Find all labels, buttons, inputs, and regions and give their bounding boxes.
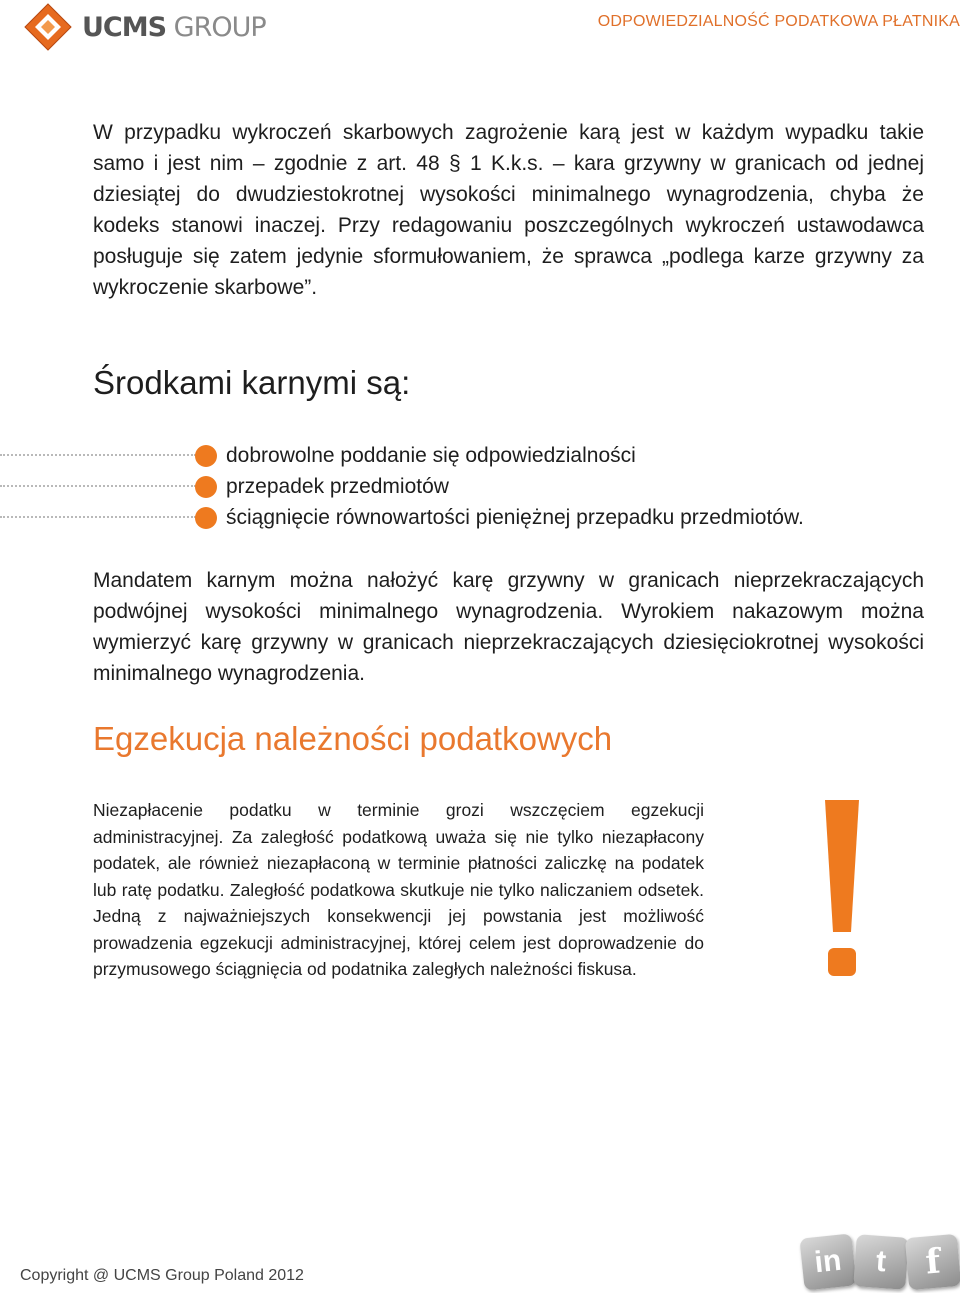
heading-srodki-karne: Środkami karnymi są: (93, 364, 411, 401)
twitter-label: t (874, 1244, 888, 1279)
list-item-text: dobrowolne poddanie się odpowiedzialności (226, 444, 636, 467)
company-logo (24, 3, 266, 51)
paragraph-egzekucja: Niezapłacenie podatku w terminie grozi wszczęciem egzekucji administracyjnej. Za zaległość podatkową uważa się nie tylko niezapłacony podatek, ale również niezapłaconą w terminie płatności zaliczkę na podatek lub ratę podatku. Zaległość podatkowa skutkuje nie tylko naliczaniem odsetek. Jedną z najważniejszych konsekwencji jej powstania jest możliwość prowadzenia egzekucji administracyjnej, której celem jest doprowadzenie do przymusowego ściągnięcia od podatnika zaległych należności fiskusa. (93, 800, 704, 979)
list-item (0, 502, 960, 533)
facebook-icon[interactable] (905, 1234, 960, 1290)
logo-wordmark (82, 12, 266, 43)
paragraph-wykroczenia: W przypadku wykroczeń skarbowych zagrożenie karą jest w każdym wypadku takie samo i jest nim – zgodnie z art. 48 § 1 K.k.s. – kara grzywny w granicach od jednej dziesiątej do dwudziestokrotnej wysokości minimalnego wynagrodzenia, chyba że kodeks stanowi inaczej. Przy redagowaniu poszczególnych wykroczeń ustawodawca posługuje się zatem jedynie sformułowaniem, że sprawca „podlega karze grzywny za wykroczenie skarbowe”. (93, 121, 924, 299)
exclamation-mark-icon (822, 800, 862, 980)
orange-bullet-icon (195, 476, 217, 498)
list-item-text: przepadek przedmiotów (226, 475, 449, 498)
dotted-leader (0, 454, 196, 456)
twitter-icon[interactable] (853, 1234, 909, 1290)
bullet-list-srodki-karne (0, 440, 960, 533)
logo-word-ucms: UCMS (82, 11, 167, 43)
document-section-title: ODPOWIEDZIALNOŚĆ PODATKOWA PŁATNIKA (597, 13, 960, 30)
dotted-leader (0, 516, 196, 518)
linkedin-icon[interactable] (799, 1233, 856, 1290)
logo-word-group: GROUP (173, 11, 266, 43)
list-item-text: ściągnięcie równowartości pieniężnej przepadku przedmiotów. (226, 506, 804, 529)
heading-egzekucja: Egzekucja należności podatkowych (93, 720, 613, 757)
dotted-leader (0, 485, 196, 487)
copyright-text: Copyright @ UCMS Group Poland 2012 (20, 1267, 304, 1284)
ucms-diamond-logo-icon (24, 3, 72, 51)
orange-bullet-icon (195, 507, 217, 529)
list-item (0, 471, 960, 502)
linkedin-label: in (812, 1243, 843, 1280)
facebook-label: f (923, 1241, 943, 1283)
list-item (0, 440, 960, 471)
orange-bullet-icon (195, 445, 217, 467)
paragraph-mandat-wyrok: Mandatem karnym można nałożyć karę grzywny w granicach nieprzekraczających podwójnej wysokości minimalnego wynagrodzenia. Wyrokiem nakazowym można wymierzyć karę grzywny w granicach nieprzekraczających dziesięciokrotnej wysokości minimalnego wynagrodzenia. (93, 569, 924, 685)
